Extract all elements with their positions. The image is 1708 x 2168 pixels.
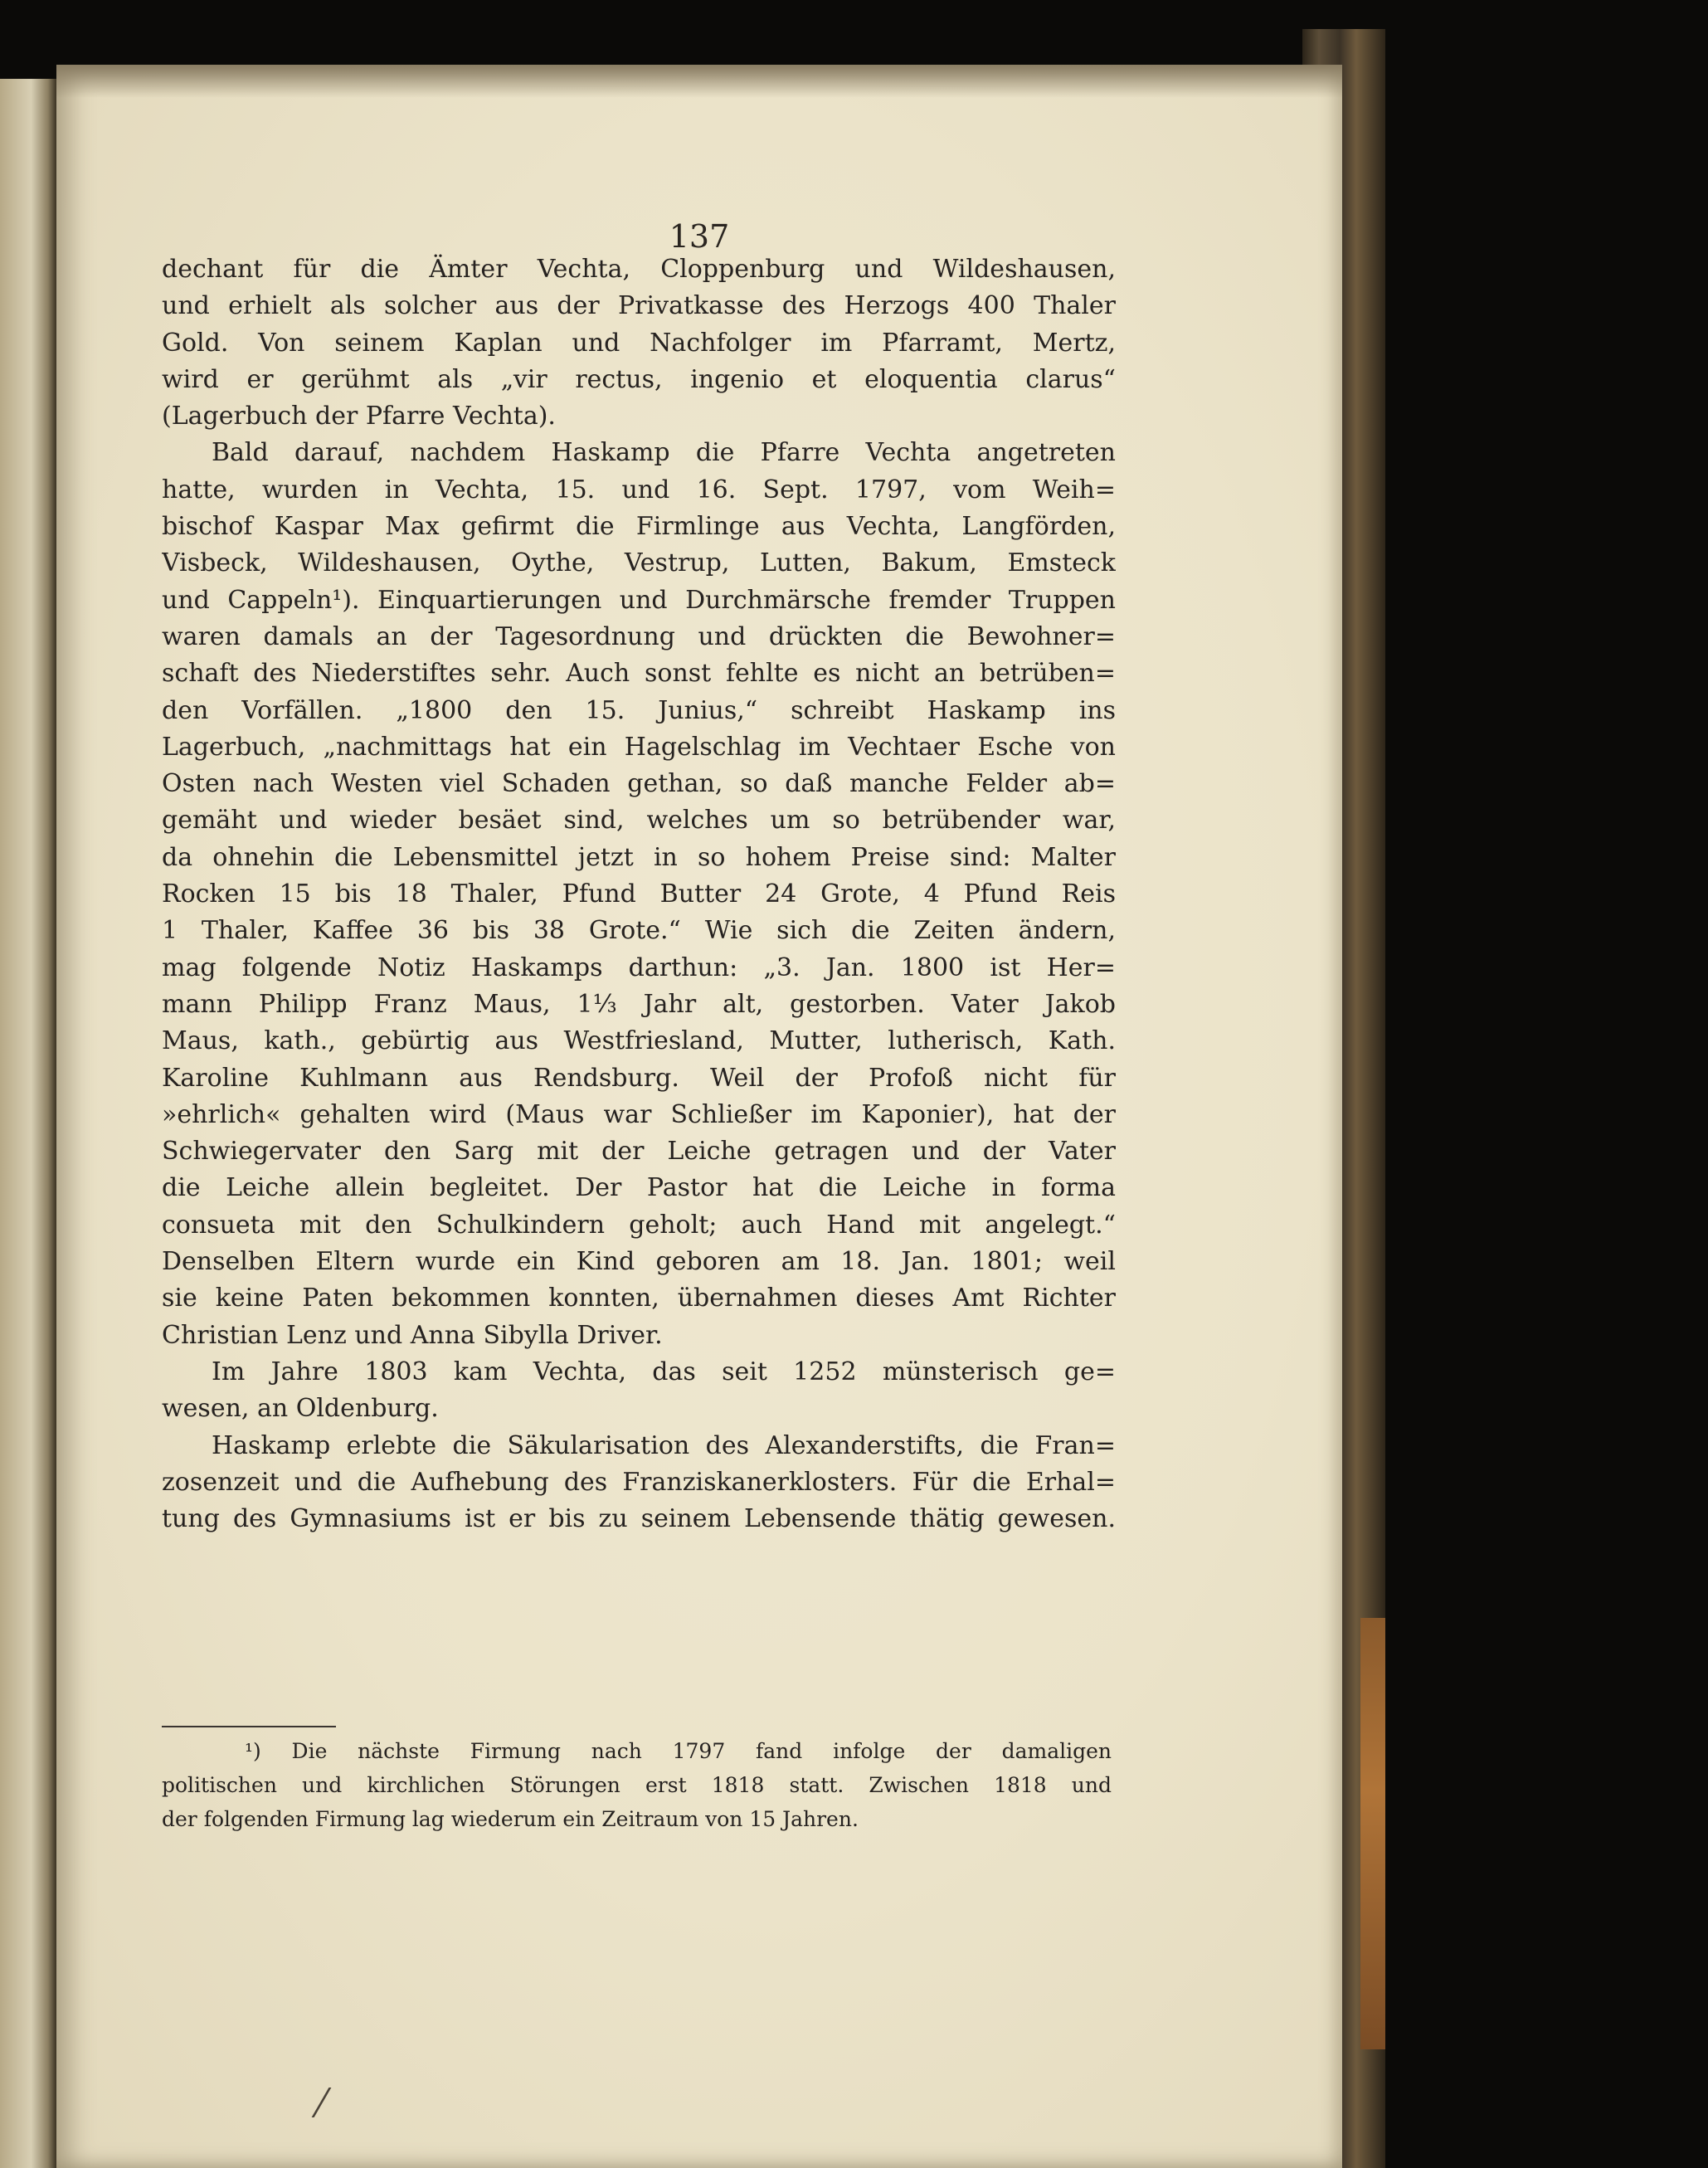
text-line: Rocken 15 bis 18 Thaler, Pfund Butter 24 Grote, 4 Pfund Reis bbox=[162, 879, 1116, 909]
page-number: 137 bbox=[669, 218, 730, 255]
text-line: zosenzeit und die Aufhebung des Franziskanerklosters. Für die Erhal= bbox=[162, 1467, 1116, 1497]
text-line: schaft des Niederstiftes sehr. Auch sonst fehlte es nicht an betrüben= bbox=[162, 659, 1116, 689]
text-line: Haskamp erlebte die Säkularisation des Alexanderstifts, die Fran= bbox=[212, 1430, 1116, 1460]
text-line: Bald darauf, nachdem Haskamp die Pfarre Vechta angetreten bbox=[212, 438, 1116, 468]
text-line: wesen, an Oldenburg. bbox=[162, 1394, 439, 1424]
text-line: Maus, kath., gebürtig aus Westfriesland, Mutter, lutherisch, Kath. bbox=[162, 1026, 1116, 1056]
facing-page-edge bbox=[0, 79, 56, 2168]
text-line: Lagerbuch, „nachmittags hat ein Hagelschlag im Vechtaer Esche von bbox=[162, 732, 1116, 762]
book-page bbox=[56, 65, 1342, 2168]
pencil-mark bbox=[312, 2088, 355, 2117]
text-line: Denselben Eltern wurde ein Kind geboren am 18. Jan. 1801; weil bbox=[162, 1247, 1116, 1277]
footnote-line: der folgenden Firmung lag wiederum ein Zeitraum von 15 Jahren. bbox=[162, 1807, 859, 1831]
footnote-rule bbox=[162, 1726, 336, 1727]
text-line: mag folgende Notiz Haskamps darthun: „3. Jan. 1800 ist Her= bbox=[162, 952, 1116, 982]
text-line: bischof Kaspar Max gefirmt die Firmlinge aus Vechta, Langförden, bbox=[162, 512, 1116, 542]
text-line: consueta mit den Schulkindern geholt; auch Hand mit angelegt.“ bbox=[162, 1210, 1116, 1240]
text-line: 1 Thaler, Kaffee 36 bis 38 Grote.“ Wie sich die Zeiten ändern, bbox=[162, 916, 1116, 946]
text-line: Osten nach Westen viel Schaden gethan, so daß manche Felder ab= bbox=[162, 769, 1116, 799]
text-line: Im Jahre 1803 kam Vechta, das seit 1252 münsterisch ge= bbox=[212, 1357, 1116, 1386]
text-line: und erhielt als solcher aus der Privatkasse des Herzogs 400 Thaler bbox=[162, 291, 1116, 321]
text-line: Christian Lenz und Anna Sibylla Driver. bbox=[162, 1320, 663, 1350]
footnote-line: ¹) Die nächste Firmung nach 1797 fand infolge der damaligen bbox=[245, 1739, 1112, 1763]
text-line: Visbeck, Wildeshausen, Oythe, Vestrup, Lutten, Bakum, Emsteck bbox=[162, 548, 1116, 578]
text-line: die Leiche allein begleitet. Der Pastor hat die Leiche in forma bbox=[162, 1173, 1116, 1203]
text-line: (Lagerbuch der Pfarre Vechta). bbox=[162, 402, 556, 431]
text-line: und Cappeln¹). Einquartierungen und Durchmärsche fremder Truppen bbox=[162, 585, 1116, 615]
text-line: mann Philipp Franz Maus, 1⅓ Jahr alt, gestorben. Vater Jakob bbox=[162, 989, 1116, 1019]
text-line: waren damals an der Tagesordnung und drückten die Bewohner= bbox=[162, 621, 1116, 651]
text-line: hatte, wurden in Vechta, 15. und 16. Sept. 1797, vom Weih= bbox=[162, 475, 1116, 504]
text-line: tung des Gymnasiums ist er bis zu seinem Lebensende thätig gewesen. bbox=[162, 1504, 1116, 1534]
text-line: »ehrlich« gehalten wird (Maus war Schließer im Kaponier), hat der bbox=[162, 1099, 1116, 1129]
text-line: Schwiegervater den Sarg mit der Leiche getragen und der Vater bbox=[162, 1137, 1116, 1167]
text-line: Karoline Kuhlmann aus Rendsburg. Weil der Profoß nicht für bbox=[162, 1063, 1116, 1093]
text-line: da ohnehin die Lebensmittel jetzt in so hohem Preise sind: Malter bbox=[162, 842, 1116, 872]
text-line: wird er gerühmt als „vir rectus, ingenio et eloquentia clarus“ bbox=[162, 364, 1116, 394]
edge-stain bbox=[1360, 1618, 1385, 2049]
body-text bbox=[162, 251, 1116, 1537]
text-line: dechant für die Ämter Vechta, Cloppenburg und Wildeshausen, bbox=[162, 255, 1116, 284]
text-line: sie keine Paten bekommen konnten, übernahmen dieses Amt Richter bbox=[162, 1284, 1116, 1313]
text-line: Gold. Von seinem Kaplan und Nachfolger im Pfarramt, Mertz, bbox=[162, 328, 1116, 358]
text-line: gemäht und wieder besäet sind, welches um so betrübender war, bbox=[162, 806, 1116, 836]
footnote bbox=[162, 1734, 1112, 1836]
footnote-line: politischen und kirchlichen Störungen erst 1818 statt. Zwischen 1818 und bbox=[162, 1773, 1112, 1797]
page-top-shadow bbox=[56, 65, 1342, 98]
text-line: den Vorfällen. „1800 den 15. Junius,“ schreibt Haskamp ins bbox=[162, 695, 1116, 725]
